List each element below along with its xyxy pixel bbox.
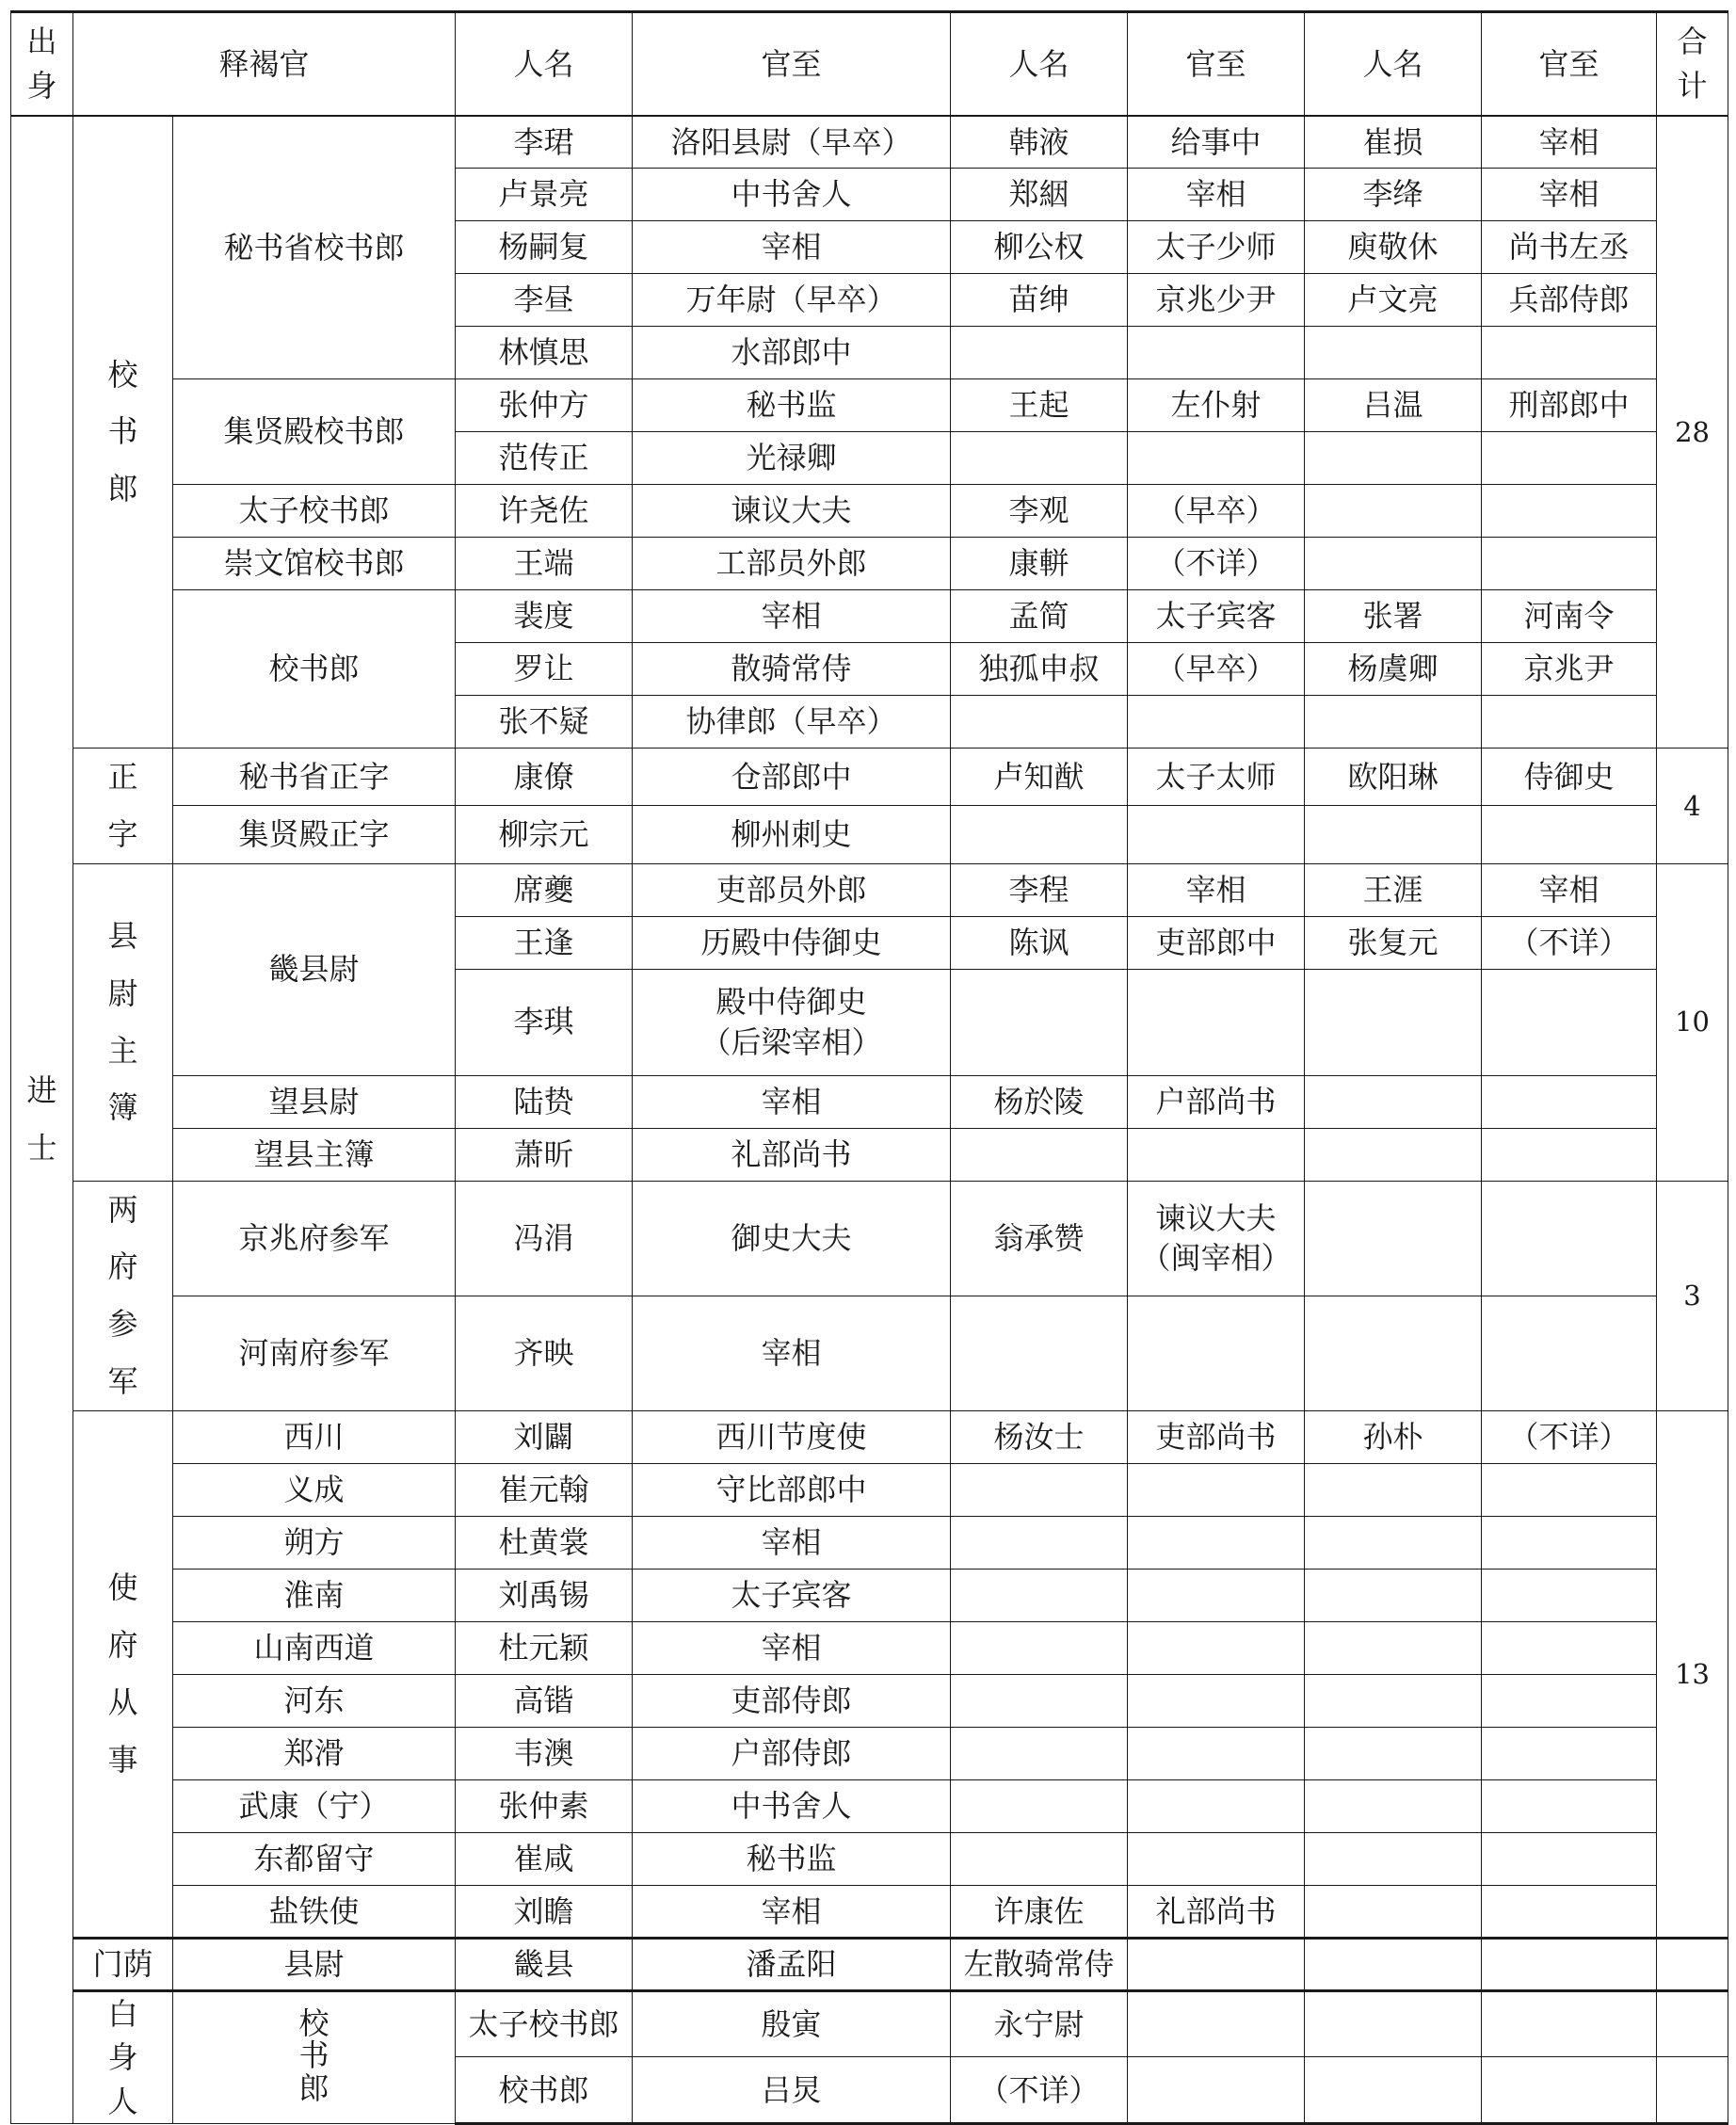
rank-3: 宰相 <box>1482 863 1657 916</box>
person-name-1: 吕炅 <box>633 2057 951 2124</box>
total-liangfu-canjun: 3 <box>1657 1181 1728 1410</box>
rank-2: 太子太师 <box>1128 749 1305 806</box>
rank-3 <box>1482 1463 1657 1516</box>
rank-3 <box>1482 1516 1657 1569</box>
header-rank-1: 官至 <box>633 12 951 116</box>
person-name-1: 冯涓 <box>456 1181 633 1296</box>
person-name-3: 吕温 <box>1305 379 1482 432</box>
table-row <box>11 863 1728 916</box>
table-row <box>11 1516 1728 1569</box>
category-zhengzi: 正字 <box>73 749 173 864</box>
rank-2 <box>1128 1674 1305 1727</box>
table-row <box>11 806 1728 863</box>
rank-1: 吏部员外郎 <box>633 863 951 916</box>
person-name-3 <box>1305 432 1482 485</box>
person-name-3: 张复元 <box>1305 916 1482 969</box>
person-name-1: 刘闢 <box>456 1410 633 1463</box>
person-name-1: 韦澳 <box>456 1727 633 1779</box>
rank-1: 柳州刺史 <box>633 806 951 863</box>
person-name-3 <box>1305 969 1482 1075</box>
rank-3: 刑部郎中 <box>1482 379 1657 432</box>
office-jixiandian-jiaoshulang: 集贤殿校书郎 <box>173 379 456 485</box>
person-name-1: 殷寅 <box>633 1990 951 2057</box>
rank-1: 秘书监 <box>633 1832 951 1885</box>
rank-1: 谏议大夫 <box>633 485 951 538</box>
table-row <box>11 1296 1728 1410</box>
office-wangxian-zhubu: 望县主簿 <box>173 1128 456 1181</box>
total-zhengzi: 4 <box>1657 749 1728 864</box>
table-row <box>11 1410 1728 1463</box>
person-name-2: 独孤申叔 <box>951 643 1128 696</box>
rank-3 <box>1657 1938 1728 1990</box>
person-name-2: 苗绅 <box>951 274 1128 327</box>
person-name-2: 杨於陵 <box>951 1075 1128 1128</box>
person-name-1: 张仲素 <box>456 1779 633 1832</box>
person-name-1: 柳宗元 <box>456 806 633 863</box>
person-name-2: 王起 <box>951 379 1128 432</box>
category-xianwei-zhubu: 县尉主簿 <box>73 863 173 1181</box>
person-name-2: 陈讽 <box>951 916 1128 969</box>
person-name-2 <box>1128 1990 1305 2057</box>
person-name-1: 高锴 <box>456 1674 633 1727</box>
rank-3 <box>1482 1075 1657 1128</box>
rank-3 <box>1482 1674 1657 1727</box>
rank-2: 户部尚书 <box>1128 1075 1305 1128</box>
person-name-2 <box>951 432 1128 485</box>
rank-2: 左仆射 <box>1128 379 1305 432</box>
rank-2: 给事中 <box>1128 116 1305 169</box>
person-name-2 <box>951 1832 1128 1885</box>
office-yicheng: 义成 <box>173 1463 456 1516</box>
person-name-2 <box>951 1569 1128 1621</box>
person-name-1: 杜黄裳 <box>456 1516 633 1569</box>
office-shannan-xidao: 山南西道 <box>173 1621 456 1674</box>
person-name-3: 崔损 <box>1305 116 1482 169</box>
person-name-3 <box>1305 696 1482 749</box>
person-name-1: 陆贽 <box>456 1075 633 1128</box>
person-name-2: 郑絪 <box>951 169 1128 221</box>
person-name-2 <box>951 969 1128 1075</box>
rank-3 <box>1657 1990 1728 2057</box>
rank-1: 西川节度使 <box>633 1410 951 1463</box>
rank-2 <box>1128 1779 1305 1832</box>
office-jixian-wei: 畿县尉 <box>173 863 456 1075</box>
person-name-3: 李绛 <box>1305 169 1482 221</box>
header-rank-3: 官至 <box>1482 12 1657 116</box>
rank-3: 京兆尹 <box>1482 643 1657 696</box>
rank-1: 宰相 <box>633 221 951 274</box>
person-name-2: 许康佐 <box>951 1885 1128 1938</box>
rank-2: 太子宾客 <box>1128 590 1305 643</box>
rank-1: 宰相 <box>633 1516 951 1569</box>
rank-3: 河南令 <box>1482 590 1657 643</box>
person-name-1: 张不疑 <box>456 696 633 749</box>
rank-2: 京兆少尹 <box>1128 274 1305 327</box>
person-name-1: 范传正 <box>456 432 633 485</box>
person-name-3 <box>1305 1128 1482 1181</box>
person-name-3 <box>1305 1075 1482 1128</box>
person-name-2: 李程 <box>951 863 1128 916</box>
person-name-2 <box>1128 1938 1305 1990</box>
rank-3 <box>1482 1885 1657 1938</box>
person-name-1: 张仲方 <box>456 379 633 432</box>
header-name-3: 人名 <box>1305 12 1482 116</box>
rank-1: 宰相 <box>633 1885 951 1938</box>
person-name-2 <box>951 1621 1128 1674</box>
person-name-1: 裴度 <box>456 590 633 643</box>
rank-3 <box>1482 1779 1657 1832</box>
person-name-3 <box>1305 1674 1482 1727</box>
person-name-2 <box>951 1128 1128 1181</box>
person-name-3 <box>1305 327 1482 379</box>
table-row <box>11 1885 1728 1938</box>
rank-2 <box>1305 2057 1482 2124</box>
rank-3: 宰相 <box>1482 116 1657 169</box>
rank-3 <box>1482 1569 1657 1621</box>
person-name-3 <box>1305 806 1482 863</box>
table-row <box>11 1569 1728 1621</box>
rank-1: 宰相 <box>633 1296 951 1410</box>
rank-1: 秘书监 <box>633 379 951 432</box>
person-name-1: 李昼 <box>456 274 633 327</box>
rank-1: 宰相 <box>633 1075 951 1128</box>
rank-2: 谏议大夫 （闽宰相） <box>1128 1181 1305 1296</box>
rank-3 <box>1482 696 1657 749</box>
person-name-1: 李珺 <box>456 116 633 169</box>
rank-2 <box>1305 1990 1482 2057</box>
office-yantieshi: 盐铁使 <box>173 1885 456 1938</box>
table-row <box>11 538 1728 590</box>
rank-2: （早卒） <box>1128 643 1305 696</box>
origin-menyin: 门荫 <box>73 1938 173 1990</box>
person-name-2: 翁承赞 <box>951 1181 1128 1296</box>
total-shifu-congshi: 13 <box>1657 1410 1728 1938</box>
person-name-1: 杨嗣复 <box>456 221 633 274</box>
person-name-3 <box>1305 1296 1482 1410</box>
rank-3: 尚书左丞 <box>1482 221 1657 274</box>
rank-3 <box>1482 538 1657 590</box>
table-row <box>11 116 1728 169</box>
table-row <box>11 1938 1728 1990</box>
person-name-3 <box>1305 1779 1482 1832</box>
person-name-1: 许尧佐 <box>456 485 633 538</box>
person-name-2 <box>951 327 1128 379</box>
rank-1: 工部员外郎 <box>633 538 951 590</box>
person-name-3: 孙朴 <box>1305 1410 1482 1463</box>
person-name-3 <box>1305 1569 1482 1621</box>
origin-baishen: 白身人 <box>73 1990 173 2123</box>
rank-2 <box>1128 1727 1305 1779</box>
person-name-2: 李观 <box>951 485 1128 538</box>
header-total: 合计 <box>1657 12 1728 116</box>
rank-1: 宰相 <box>633 590 951 643</box>
office-mishusheng-zhengzi: 秘书省正字 <box>173 749 456 806</box>
person-name-2 <box>951 1727 1128 1779</box>
office-taizi-jiaoshulang: 太子校书郎 <box>173 485 456 538</box>
person-name-2: 孟简 <box>951 590 1128 643</box>
table-row <box>11 749 1728 806</box>
person-name-3 <box>1305 538 1482 590</box>
person-name-1: 卢景亮 <box>456 169 633 221</box>
person-name-2: 柳公权 <box>951 221 1128 274</box>
person-name-3 <box>1482 1938 1657 1990</box>
rank-1: 永宁尉 <box>951 1990 1128 2057</box>
person-name-2: 卢知猷 <box>951 749 1128 806</box>
table-row <box>11 1779 1728 1832</box>
category-jiaoshulang-2: 校书郎 <box>173 1990 456 2123</box>
office-jiaoshulang-3: 校书郎 <box>456 2057 633 2124</box>
rank-2 <box>1128 1569 1305 1621</box>
rank-1: 水部郎中 <box>633 327 951 379</box>
rank-3: （不详） <box>1482 1410 1657 1463</box>
rank-1: 太子宾客 <box>633 1569 951 1621</box>
person-name-3 <box>1305 1181 1482 1296</box>
rank-2 <box>1128 1516 1305 1569</box>
person-name-2 <box>951 696 1128 749</box>
rank-2: （不详） <box>1128 538 1305 590</box>
rank-3 <box>1482 1128 1657 1181</box>
category-liangfu-canjun: 两府参军 <box>73 1181 173 1410</box>
person-name-2 <box>951 1516 1128 1569</box>
rank-1: 宰相 <box>633 1621 951 1674</box>
rank-1: 洛阳县尉（早卒） <box>633 116 951 169</box>
person-name-3 <box>1482 1990 1657 2057</box>
table-row <box>11 1128 1728 1181</box>
office-wangxian-wei: 望县尉 <box>173 1075 456 1128</box>
rank-3 <box>1482 432 1657 485</box>
person-name-2 <box>951 1463 1128 1516</box>
rank-3 <box>1482 1621 1657 1674</box>
official-career-table <box>10 10 1728 2125</box>
rank-2: （早卒） <box>1128 485 1305 538</box>
person-name-1: 李琪 <box>456 969 633 1075</box>
person-name-2 <box>951 1296 1128 1410</box>
person-name-2 <box>951 1674 1128 1727</box>
person-name-3: 欧阳琳 <box>1305 749 1482 806</box>
rank-2 <box>1128 327 1305 379</box>
rank-3 <box>1657 2057 1728 2124</box>
rank-2: 礼部尚书 <box>1128 1885 1305 1938</box>
rank-3 <box>1482 1181 1657 1296</box>
rank-1: 左散骑常侍 <box>951 1938 1128 1990</box>
person-name-1: 齐映 <box>456 1296 633 1410</box>
person-name-2: 韩液 <box>951 116 1128 169</box>
rank-3: （不详） <box>1482 916 1657 969</box>
person-name-1: 刘禹锡 <box>456 1569 633 1621</box>
office-jingzhaofu-canjun: 京兆府参军 <box>173 1181 456 1296</box>
person-name-1: 潘孟阳 <box>633 1938 951 1990</box>
person-name-3 <box>1482 2057 1657 2124</box>
table-row <box>11 485 1728 538</box>
person-name-1: 罗让 <box>456 643 633 696</box>
person-name-1: 萧昕 <box>456 1128 633 1181</box>
rank-1: 中书舍人 <box>633 1779 951 1832</box>
rank-2 <box>1128 1621 1305 1674</box>
rank-2: 吏部郎中 <box>1128 916 1305 969</box>
person-name-3 <box>1305 1727 1482 1779</box>
rank-2 <box>1128 969 1305 1075</box>
table-row <box>11 379 1728 432</box>
office-hedong: 河东 <box>173 1674 456 1727</box>
office-mishusheng-jiaoshulang: 秘书省校书郎 <box>173 116 456 379</box>
category-jiaoshulang: 校书郎 <box>73 116 173 749</box>
rank-1: 吏部侍郎 <box>633 1674 951 1727</box>
rank-3 <box>1482 485 1657 538</box>
rank-3 <box>1482 1296 1657 1410</box>
table-row <box>11 1674 1728 1727</box>
rank-2: 吏部尚书 <box>1128 1410 1305 1463</box>
office-wukang: 武康（宁） <box>173 1779 456 1832</box>
person-name-1: 王逢 <box>456 916 633 969</box>
person-name-1: 席夔 <box>456 863 633 916</box>
total-xianwei-zhubu: 10 <box>1657 863 1728 1181</box>
rank-2 <box>1128 806 1305 863</box>
header-first-office: 释褐官 <box>73 12 456 116</box>
rank-1: 万年尉（早卒） <box>633 274 951 327</box>
rank-1: 协律郎（早卒） <box>633 696 951 749</box>
category-xianwei: 县尉 <box>173 1938 456 1990</box>
person-name-2: 杨汝士 <box>951 1410 1128 1463</box>
table-row <box>11 1463 1728 1516</box>
person-name-1: 刘瞻 <box>456 1885 633 1938</box>
office-chongwenguan-jiaoshulang: 崇文馆校书郎 <box>173 538 456 590</box>
rank-1: 守比部郎中 <box>633 1463 951 1516</box>
office-taizi-jiaoshulang-2: 太子校书郎 <box>456 1990 633 2057</box>
table-row <box>11 590 1728 643</box>
rank-2: 宰相 <box>1128 169 1305 221</box>
person-name-2 <box>1128 2057 1305 2124</box>
office-shuofang: 朔方 <box>173 1516 456 1569</box>
rank-2 <box>1128 1463 1305 1516</box>
person-name-2 <box>951 1779 1128 1832</box>
person-name-3: 庾敬休 <box>1305 221 1482 274</box>
person-name-2: 康軿 <box>951 538 1128 590</box>
category-shifu-congshi: 使府从事 <box>73 1410 173 1938</box>
rank-3 <box>1482 969 1657 1075</box>
rank-2 <box>1128 696 1305 749</box>
office-jiaoshulang: 校书郎 <box>173 590 456 749</box>
person-name-3: 杨虞卿 <box>1305 643 1482 696</box>
person-name-3: 王涯 <box>1305 863 1482 916</box>
person-name-2 <box>951 806 1128 863</box>
rank-1: 散骑常侍 <box>633 643 951 696</box>
person-name-1: 崔咸 <box>456 1832 633 1885</box>
table-row <box>11 1990 1728 2057</box>
rank-2 <box>1128 1128 1305 1181</box>
header-origin: 出身 <box>11 12 73 116</box>
rank-3 <box>1482 806 1657 863</box>
header-name-1: 人名 <box>456 12 633 116</box>
rank-1: 光禄卿 <box>633 432 951 485</box>
person-name-1: 崔元翰 <box>456 1463 633 1516</box>
office-xichuan: 西川 <box>173 1410 456 1463</box>
rank-1: 历殿中侍御史 <box>633 916 951 969</box>
rank-3: 侍御史 <box>1482 749 1657 806</box>
rank-2 <box>1128 1296 1305 1410</box>
office-huainan: 淮南 <box>173 1569 456 1621</box>
total-jiaoshulang: 28 <box>1657 116 1728 749</box>
person-name-3: 张署 <box>1305 590 1482 643</box>
person-name-3 <box>1305 485 1482 538</box>
rank-2 <box>1128 1832 1305 1885</box>
header-rank-2: 官至 <box>1128 12 1305 116</box>
person-name-3 <box>1305 1832 1482 1885</box>
office-zhenghua: 郑滑 <box>173 1727 456 1779</box>
rank-1: 御史大夫 <box>633 1181 951 1296</box>
table-row <box>11 1181 1728 1296</box>
table-row <box>11 1621 1728 1674</box>
rank-3: 宰相 <box>1482 169 1657 221</box>
person-name-1: 林慎思 <box>456 327 633 379</box>
person-name-3 <box>1305 1463 1482 1516</box>
rank-2 <box>1305 1938 1482 1990</box>
rank-3 <box>1482 1832 1657 1885</box>
origin-jinshi: 进士 <box>11 116 73 2124</box>
person-name-1: 康僚 <box>456 749 633 806</box>
person-name-3 <box>1305 1621 1482 1674</box>
rank-2: 太子少师 <box>1128 221 1305 274</box>
rank-1: 中书舍人 <box>633 169 951 221</box>
rank-2: 宰相 <box>1128 863 1305 916</box>
rank-1: （不详） <box>951 2057 1128 2124</box>
person-name-3 <box>1305 1885 1482 1938</box>
rank-3 <box>1482 327 1657 379</box>
table-row <box>11 1075 1728 1128</box>
rank-1: 礼部尚书 <box>633 1128 951 1181</box>
table-row <box>11 1832 1728 1885</box>
person-name-3 <box>1305 1516 1482 1569</box>
office-jixian: 畿县 <box>456 1938 633 1990</box>
office-dongdu-liushou: 东都留守 <box>173 1832 456 1885</box>
person-name-3: 卢文亮 <box>1305 274 1482 327</box>
rank-2 <box>1128 432 1305 485</box>
rank-1: 殿中侍御史 （后梁宰相） <box>633 969 951 1075</box>
header-row <box>11 12 1728 116</box>
office-jixiandian-zhengzi: 集贤殿正字 <box>173 806 456 863</box>
rank-3 <box>1482 1727 1657 1779</box>
header-name-2: 人名 <box>951 12 1128 116</box>
rank-1: 仓部郎中 <box>633 749 951 806</box>
rank-1: 户部侍郎 <box>633 1727 951 1779</box>
office-henanfu-canjun: 河南府参军 <box>173 1296 456 1410</box>
person-name-1: 王端 <box>456 538 633 590</box>
rank-3: 兵部侍郎 <box>1482 274 1657 327</box>
table-row <box>11 1727 1728 1779</box>
person-name-1: 杜元颖 <box>456 1621 633 1674</box>
